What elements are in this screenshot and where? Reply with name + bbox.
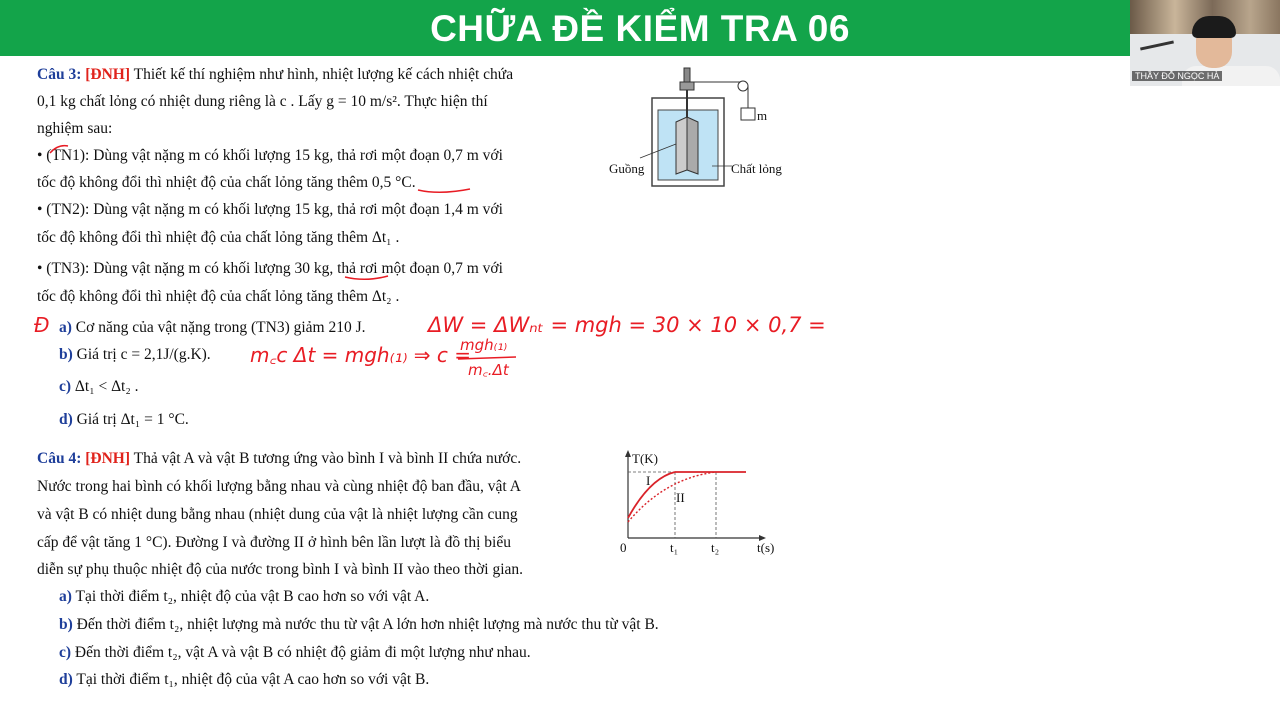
graph-y-label: T(K) [632, 451, 658, 466]
graph-t1-label: t₁ [670, 540, 679, 555]
q4-line2: Nước trong hai bình có khối lượng bằng nhau và cùng nhiệt độ ban đầu, vật A [37, 478, 521, 495]
q4-option-a-letter: a) [59, 588, 72, 605]
q4-tag: [ĐNH] [85, 450, 131, 467]
annotation-underline-temp [418, 189, 470, 192]
q4-option-b-letter: b) [59, 616, 73, 633]
q3-tn1-line1: • (TN1): Dùng vật nặng m có khối lượng 15 kg, thả rơi một đoạn 0,7 m với [37, 147, 503, 164]
q3-option-d-letter: d) [59, 411, 73, 428]
q3-tn3-line2: tốc độ không đổi thì nhiệt độ của chất lỏng tăng thêm Δt₂ . [37, 288, 400, 305]
q3-line1-text: Thiết kế thí nghiệm như hình, nhiệt lượng kế cách nhiệt chứa [130, 66, 514, 83]
annotation-underline-tn1 [50, 146, 68, 153]
q3-line2: 0,1 kg chất lỏng có nhiệt dung riêng là c . Lấy g = 10 m/s². Thực hiện thí [37, 93, 488, 110]
graph-origin-label: 0 [620, 540, 627, 555]
q3-option-c-text: Δt₁ < Δt₂ . [71, 378, 139, 395]
q3-option-d-text: Giá trị Δt₁ = 1 °C. [72, 411, 189, 428]
q4-option-c-text: Đến thời điểm t₂, vật A và vật B có nhiệt độ giảm đi một lượng như nhau. [71, 644, 531, 661]
liquid-label: Chất lỏng [731, 161, 782, 176]
q3-option-a-letter: a) [59, 319, 72, 336]
q3-option-a-text: Cơ năng của vật nặng trong (TN3) giảm 210 J. [71, 319, 366, 336]
q4-line5: diễn sự phụ thuộc nhiệt độ của nước trong bình I và bình II vào theo thời gian. [37, 561, 524, 578]
q4-line3: và vật B có nhiệt dung bằng nhau (nhiệt dung của vật là nhiệt lượng cần cung [37, 506, 518, 523]
graph-curve-i-label: I [646, 473, 651, 488]
webcam-caption: THẦY ĐỖ NGỌC HÀ [1132, 71, 1222, 81]
q4-option-b-text: Đến thời điểm t₂, nhiệt lượng mà nước thu từ vật A lớn hơn nhiệt lượng mà nước thu từ vật B. [72, 616, 659, 633]
page-title: CHỮA ĐỀ KIỂM TRA 06 [430, 8, 850, 49]
annotation-eq2: m꜀c Δt = mgh₍₁₎ ⇒ c = [250, 343, 472, 367]
annotation-underline-mass [345, 276, 388, 279]
q3-option-b-letter: b) [59, 346, 73, 363]
q3-option-c-letter: c) [59, 378, 72, 395]
q4-number: Câu 4: [37, 450, 82, 467]
q4-option-d-text: Tại thời điểm t₁, nhiệt độ của vật A cao hơn so với vật B. [72, 671, 430, 688]
q3-line3: nghiệm sau: [37, 120, 113, 137]
annotation-eq1: ΔW = ΔWₙₜ = mgh = 30 × 10 × 0,7 = [428, 313, 826, 337]
annotation-frac-den: m꜀.Δt [468, 361, 509, 379]
guong-label: Guồng [609, 161, 645, 176]
mass-label: m [757, 108, 768, 123]
q3-option-b-text: Giá trị c = 2,1J/(g.K). [72, 346, 211, 363]
q3-tag: [ĐNH] [85, 66, 131, 83]
q4-option-d-letter: d) [59, 671, 73, 688]
q4-line4: cấp để vật tăng 1 °C). Đường I và đường II ở hình bên lần lượt là đồ thị biểu [37, 534, 511, 551]
q3-tn2-line2: tốc độ không đổi thì nhiệt độ của chất lỏng tăng thêm Δt₁ . [37, 229, 400, 246]
q4-option-c-letter: c) [59, 644, 72, 661]
q4-option-a-text: Tại thời điểm t₂, nhiệt độ của vật B cao hơn so với vật A. [71, 588, 430, 605]
q3-tn2-line1: • (TN2): Dùng vật nặng m có khối lượng 15 kg, thả rơi một đoạn 1,4 m với [37, 201, 503, 218]
q4-line1-text: Thả vật A và vật B tương ứng vào bình I và bình II chứa nước. [130, 450, 522, 467]
graph-curve-ii-label: II [676, 490, 685, 505]
graph-t2-label: t₂ [711, 540, 720, 555]
annotation-frac-num: mgh₍₁₎ [460, 336, 508, 354]
graph-x-label: t(s) [757, 540, 775, 555]
q3-tn3-line1: • (TN3): Dùng vật nặng m có khối lượng 30 kg, thả rơi một đoạn 0,7 m với [37, 260, 503, 277]
q3-number: Câu 3: [37, 66, 82, 83]
annotation-mark: Đ [34, 313, 50, 337]
q3-tn1-line2: tốc độ không đổi thì nhiệt độ của chất lỏng tăng thêm 0,5 °C. [37, 174, 416, 191]
